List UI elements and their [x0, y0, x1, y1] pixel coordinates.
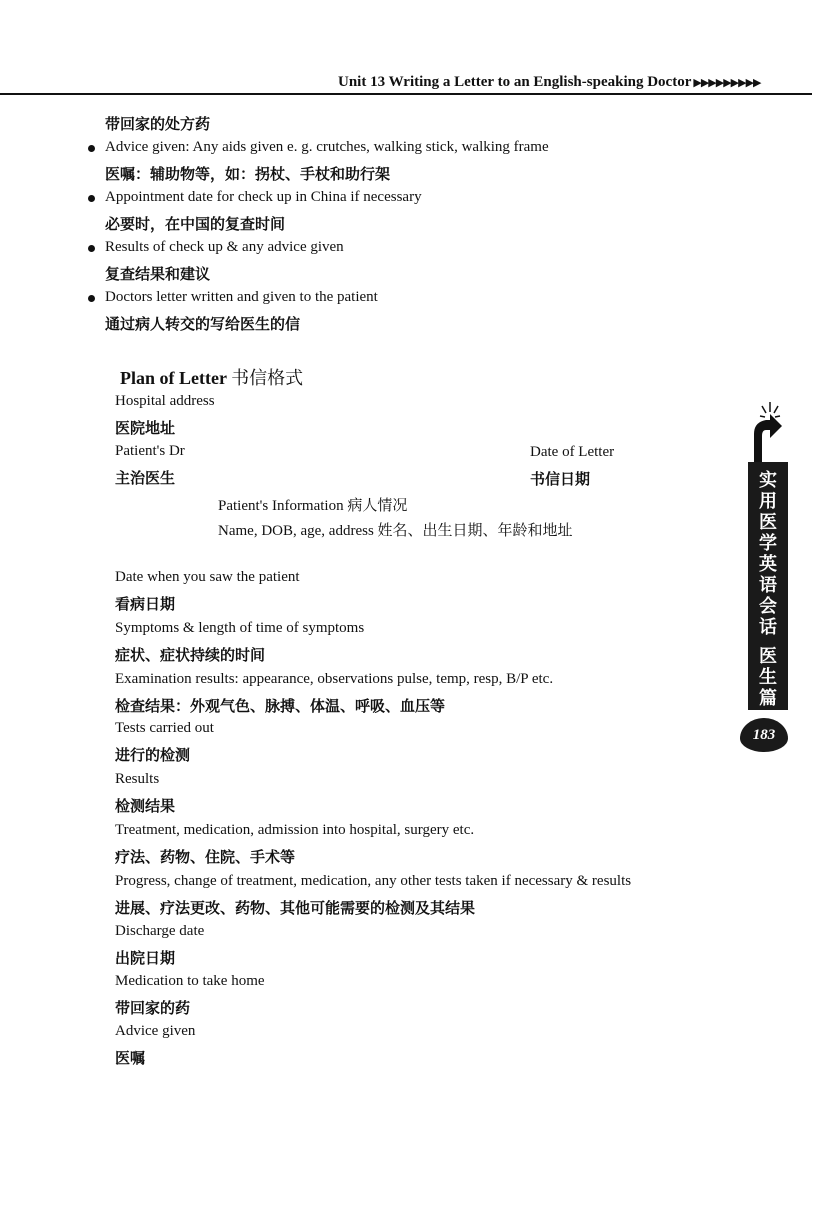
side-tab-char-a-6: 会	[759, 596, 777, 617]
side-tab-text	[748, 470, 788, 709]
entry-2-en: Symptoms & length of time of symptoms	[115, 620, 365, 636]
item-4-en: Doctors letter written and given to the patient	[105, 289, 378, 305]
item-3-zh: 复查结果和建议	[105, 265, 211, 283]
plan-title-en: Plan of Letter	[120, 368, 227, 388]
entry-4-zh: 进行的检测	[115, 746, 191, 764]
entry-7-zh: 进展、疗法更改、药物、其他可能需要的检测及其结果	[115, 899, 476, 917]
entry-6-zh: 疗法、药物、住院、手术等	[115, 848, 296, 866]
date-of-letter-zh: 书信日期	[530, 470, 591, 488]
side-tab-char-b-2: 篇	[759, 688, 777, 709]
entry-5-en: Results	[115, 771, 160, 787]
plan-title-zh: 书信格式	[231, 368, 304, 389]
entry-10-zh: 医嘱	[115, 1049, 146, 1067]
side-tab-char-a-2: 医	[759, 512, 777, 533]
side-tab-char-a-7: 话	[759, 617, 777, 638]
item-1-en: Advice given: Any aids given e. g. crutches, walking stick, walking frame	[105, 139, 549, 155]
entry-3-zh: 检查结果：外观气色、脉搏、体温、呼吸、血压等	[115, 697, 446, 715]
patients-dr-en: Patient's Dr	[115, 443, 185, 459]
patient-info: Patient's Information 病人情况	[218, 498, 408, 514]
running-header	[338, 74, 761, 91]
entry-5-zh: 检测结果	[115, 797, 176, 815]
bullet-3	[88, 245, 95, 252]
plan-title	[120, 364, 303, 390]
side-tab-char-a-5: 语	[759, 575, 777, 596]
intro-zh: 带回家的处方药	[105, 115, 211, 133]
entry-2-zh: 症状、症状持续的时间	[115, 646, 266, 664]
side-tab-char-a-4: 英	[759, 554, 777, 575]
entry-1-zh: 看病日期	[115, 595, 176, 613]
item-2-zh: 必要时，在中国的复查时间	[105, 215, 286, 233]
entry-6-en: Treatment, medication, admission into hospital, surgery etc.	[115, 822, 475, 838]
entry-8-en: Discharge date	[115, 923, 205, 939]
header-title: Unit 13 Writing a Letter to an English-speaking Doctor	[338, 74, 692, 90]
entry-4-en: Tests carried out	[115, 720, 214, 736]
side-tab-char-a-0: 实	[759, 470, 777, 491]
entry-9-en: Medication to take home	[115, 973, 265, 989]
date-of-letter-en: Date of Letter	[530, 444, 615, 460]
item-3-en: Results of check up & any advice given	[105, 239, 344, 255]
entry-7-en: Progress, change of treatment, medication, any other tests taken if necessary & results	[115, 873, 632, 889]
hospital-address-en: Hospital address	[115, 393, 215, 409]
bullet-2	[88, 195, 95, 202]
side-section-tab	[748, 462, 788, 710]
side-tab-char-a-1: 用	[759, 491, 777, 512]
header-rule	[0, 93, 812, 95]
entry-1-en: Date when you saw the patient	[115, 569, 300, 585]
entry-3-en: Examination results: appearance, observations pulse, temp, resp, B/P etc.	[115, 671, 554, 687]
side-tab-char-a-3: 学	[759, 533, 777, 554]
hospital-address-zh: 医院地址	[115, 419, 176, 437]
item-2-en: Appointment date for check up in China if necessary	[105, 189, 422, 205]
side-tab-char-b-1: 生	[759, 667, 777, 688]
side-tab-separator	[748, 638, 788, 646]
entry-9-zh: 带回家的药	[115, 999, 191, 1017]
sparkle-arrow-icon	[748, 400, 788, 464]
item-4-zh: 通过病人转交的写给医生的信	[105, 315, 301, 333]
side-tab-char-b-0: 医	[759, 646, 777, 667]
entry-10-en: Advice given	[115, 1023, 196, 1039]
bullet-1	[88, 145, 95, 152]
page-number-badge: 183	[740, 718, 788, 752]
header-arrows: ▶▶▶▶▶▶▶▶▶	[693, 77, 761, 89]
item-1-zh: 医嘱：辅助物等，如：拐杖、手杖和助行架	[105, 165, 391, 183]
bullet-4	[88, 295, 95, 302]
patient-info-detail: Name, DOB, age, address 姓名、出生日期、年龄和地址	[218, 523, 573, 539]
entry-8-zh: 出院日期	[115, 949, 176, 967]
patients-dr-zh: 主治医生	[115, 469, 176, 487]
